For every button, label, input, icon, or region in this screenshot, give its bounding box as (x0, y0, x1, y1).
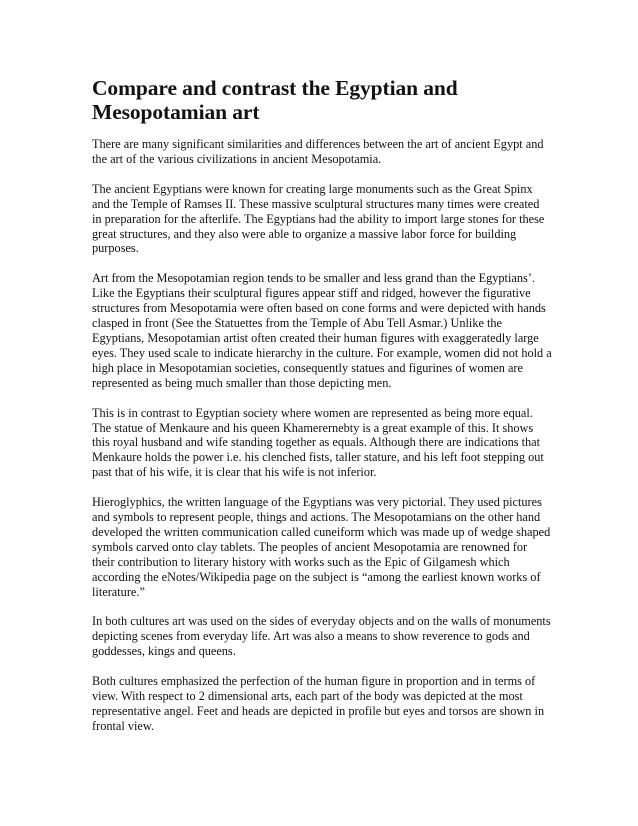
paragraph-human-figure: Both cultures emphasized the perfection of the human figure in proportion and in terms of view. With respect to 2 dimensional arts, each part of the body was depicted at the most representative angel. Feet and heads are depicted in profile but eyes and torsos are shown in frontal view. (92, 674, 545, 733)
paragraph-egyptian-women: This is in contrast to Egyptian society where women are represented as being more equal. The statue of Menkaure and his queen Khamerernebty is a great example of this. It shows this royal husband and wife standing together as equals. Although there are indications that Menkaure holds the power i.e. his clenched fists, taller stature, and his left foot stepping out past that of his wife, it is clear that his wife is not inferior. (92, 405, 544, 480)
paragraph-art-uses: In both cultures art was used on the sides of everyday objects and on the walls of monuments depicting scenes from everyday life. Art was also a means to show reverence to gods and goddesses, kings and queens. (92, 614, 551, 659)
paragraph-mesopotamian-art: Art from the Mesopotamian region tends to be smaller and less grand than the Egyptians’. Like the Egyptians their sculptural figures appear stiff and ridged, however the figurative structures from Mesopotamia were often based on cone forms and were depicted with hands clasped in front (See the Statuettes from the Temple of Abu Tell Asmar.) Unlike the Egyptians, Mesopotamian artist often created their human figures with exaggeratedly large eyes. They used scale to indicate hierarchy in the culture. For example, women did not hold a high place in Mesopotamian societies, consequently statues and figurines of women are represented as being much smaller than those depicting men. (92, 271, 552, 390)
paragraph-egyptian-monuments: The ancient Egyptians were known for creating large monuments such as the Great Spinx and the Temple of Ramses II. These massive sculptural structures many times were created in preparation for the afterlife. The Egyptians had the ability to import large stones for these great structures, and they also were able to organize a massive labor force for building purposes. (92, 181, 545, 256)
document-title: Compare and contrast the Egyptian and Mesopotamian art (92, 76, 458, 124)
paragraph-writing-systems: Hieroglyphics, the written language of the Egyptians was very pictorial. They used pictures and symbols to represent people, things and actions. The Mesopotamians on the other hand developed the written communication called cuneiform which was made up of wedge shaped symbols carved onto clay tablets. The peoples of ancient Mesopotamia are renowned for their contribution to literary history with works such as the Epic of Gilgamesh which according the eNotes/Wikipedia page on the subject is “among the earliest known works of literature.” (92, 495, 551, 599)
document-body (92, 76, 552, 749)
paragraph-intro: There are many significant similarities and differences between the art of ancient Egypt and the art of the various civilizations in ancient Mesopotamia. (92, 137, 544, 166)
